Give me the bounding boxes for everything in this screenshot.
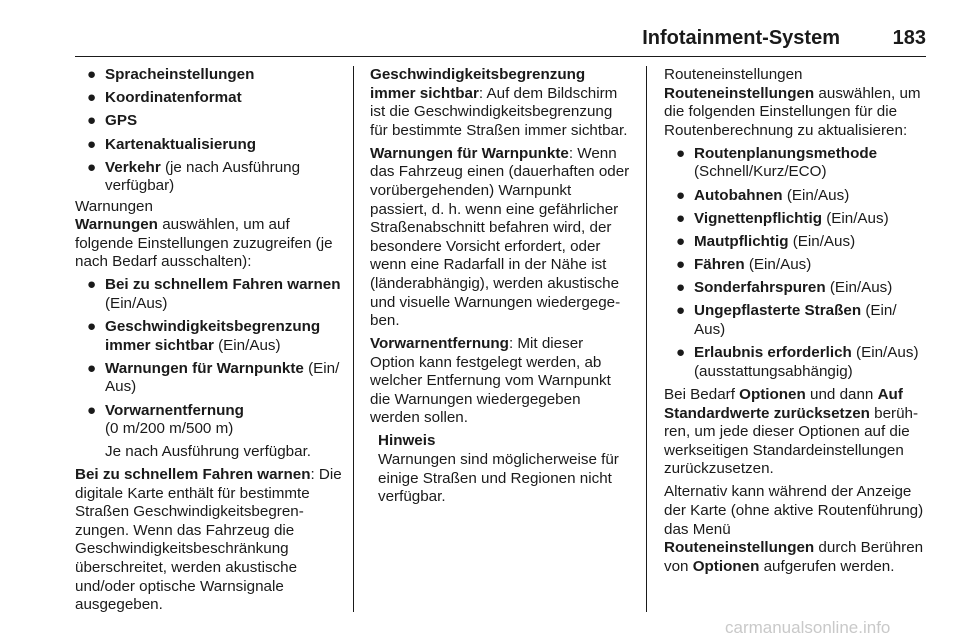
hint-box xyxy=(370,432,632,506)
list-item: ● Ungepflasterte Straßen (Ein/ Aus) xyxy=(676,302,897,339)
paragraph: Bei Bedarf Optionen und dann Auf Standardwerte zurücksetzen berühren, um jede dieser Optionen auf die werkseitigen Standardeinstellungen zurückzusetzen. xyxy=(664,386,919,478)
list-item: ● Verkehr (je nach Ausführung verfügbar) xyxy=(87,158,301,195)
settings-list xyxy=(75,66,345,196)
warnings-list xyxy=(75,276,345,439)
paragraph: Warnungen für Warnpunkte: Wenn das Fahrzeug einen (dauerhaften oder vorübergehenden) Warnpunkt passiert, d. h. wenn eine gefährlicher Straßenabschnitt befahren wird, der besondere Vorsicht erfordert, oder wenn eine Radarfall in der Nähe ist (länderabhängig), werden akustische und visuelle Warnungen wiedergegeben. xyxy=(370,144,630,330)
paragraph: Alternativ kann während der Anzeige der Karte (ohne aktive Routenführung) das Menü Routeneinstellungen durch Berühren von Optionen aufgerufen werden. xyxy=(664,483,924,575)
watermark: carmanualsonline.info xyxy=(725,618,891,637)
bullet-icon: ● xyxy=(676,256,686,274)
bullet-icon: ● xyxy=(676,209,686,227)
list-item: ● Mautpflichtig (Ein/Aus) xyxy=(676,232,856,250)
list-item: ● Vorwarnentfernung (0 m/200 m/500 m) xyxy=(87,401,244,438)
list-item: ● Routenplanungsmethode (Schnell/Kurz/ECO) xyxy=(676,144,878,181)
hint-title: Hinweis xyxy=(378,432,436,450)
list-item: ● Bei zu schnellem Fahren warnen (Ein/Aus) xyxy=(87,276,341,312)
list-item: ● GPS xyxy=(87,112,138,130)
column-divider-1 xyxy=(353,66,354,612)
hint-text: Warnungen sind möglicherweise für einige Straßen und Regionen nicht verfügbar. xyxy=(378,451,619,506)
bullet-icon: ● xyxy=(87,112,97,130)
paragraph: Routeneinstellungen auswählen, um die folgenden Einstellungen für die Routenberechnung zu aktualisieren: xyxy=(664,84,921,139)
route-settings-list xyxy=(664,145,928,382)
paragraph: Vorwarnentfernung: Mit dieser Option kann festgelegt werden, ab welcher Entfernung vom Warnpunkt die Warnungen wiedergegeben werden sollen. xyxy=(370,335,611,427)
list-item: ● Sonderfahrspuren (Ein/Aus) xyxy=(676,279,893,297)
page-number: 183 xyxy=(892,27,926,49)
bullet-icon: ● xyxy=(676,144,686,162)
bullet-icon: ● xyxy=(676,279,686,297)
column-divider-2 xyxy=(646,66,647,612)
bullet-icon: ● xyxy=(87,66,97,83)
section-heading-routeneinstellungen: Routeneinstellungen xyxy=(664,66,803,83)
header-rule xyxy=(75,56,926,57)
bullet-icon: ● xyxy=(676,186,686,204)
list-item: ● Vignettenpflichtig (Ein/Aus) xyxy=(676,209,889,227)
list-item: ● Kartenaktualisierung xyxy=(87,135,257,153)
list-item: ● Koordinatenformat xyxy=(87,89,242,107)
bullet-icon: ● xyxy=(87,318,97,336)
list-item: ● Warnungen für Warnpunkte (Ein/ Aus) xyxy=(87,359,340,396)
list-item: ● Erlaubnis erforderlich (Ein/Aus) (ausstattungsabhängig) xyxy=(676,344,919,380)
bullet-icon: ● xyxy=(87,401,97,419)
bullet-icon: ● xyxy=(676,302,686,320)
bullet-icon: ● xyxy=(87,276,97,294)
section-heading-warnungen: Warnungen xyxy=(75,197,153,215)
bullet-icon: ● xyxy=(676,344,686,362)
bullet-icon: ● xyxy=(676,232,686,250)
availability-note: Je nach Ausführung verfügbar. xyxy=(105,443,312,461)
list-item: ● Spracheinstellungen xyxy=(87,66,255,83)
list-item: ● Geschwindigkeitsbegrenzung immer sichtbar (Ein/Aus) xyxy=(87,318,321,354)
column-1 xyxy=(75,66,345,619)
column-2 xyxy=(370,66,632,507)
page-header xyxy=(75,26,926,56)
bullet-icon: ● xyxy=(87,135,97,153)
list-item: ● Autobahnen (Ein/Aus) xyxy=(676,186,850,204)
bullet-icon: ● xyxy=(87,158,97,176)
paragraph: Bei zu schnellem Fahren warnen: Die digitale Karte enthält für bestimmte Straßen Geschwindigkeitsbegrenzungen. Wenn das Fahrzeug die Geschwindigkeitsbeschränkung überschreitet, werden akustische und/oder optische Warnsignale ausgegeben. xyxy=(75,466,342,614)
paragraph: Geschwindigkeitsbegrenzung immer sichtbar: Auf dem Bildschirm ist die Geschwindigkeitsbegrenzung für bestimmte Straßen immer sichtbar. xyxy=(370,66,628,139)
bullet-icon: ● xyxy=(87,89,97,107)
bullet-icon: ● xyxy=(87,359,97,377)
list-item: ● Fähren (Ein/Aus) xyxy=(676,256,812,274)
paragraph: Warnungen auswählen, um auf folgende Einstellungen zuzugreifen (je nach Bedarf ausschalten): xyxy=(75,216,333,271)
column-3 xyxy=(664,66,928,581)
page-title: Infotainment-System xyxy=(642,27,840,49)
